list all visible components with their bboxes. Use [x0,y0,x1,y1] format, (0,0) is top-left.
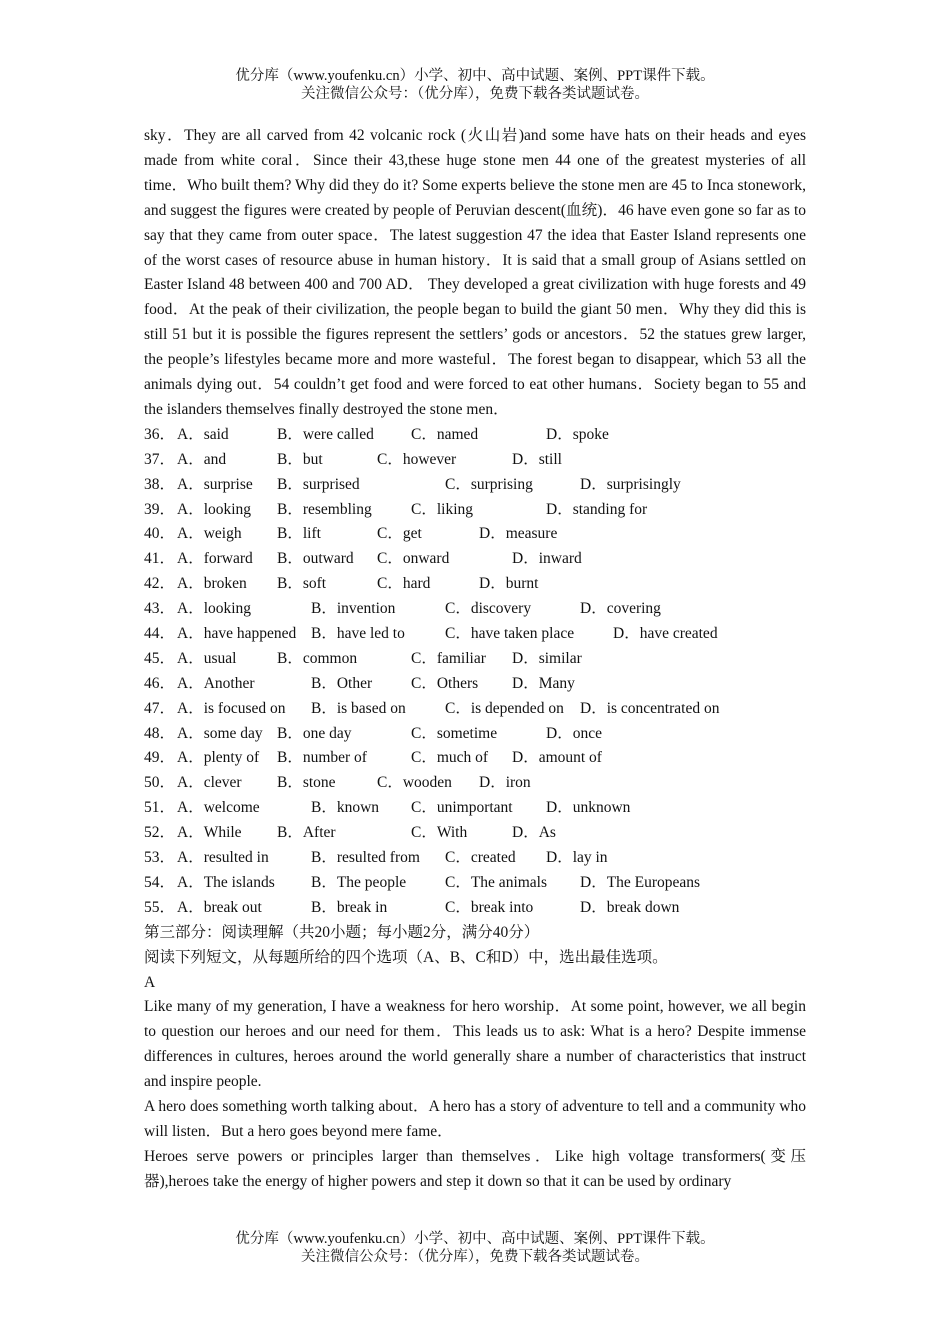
page-footer [0,1230,950,1266]
footer-line-1: 优分库（www.youfenku.cn）小学、初中、高中试题、案例、PPT课件下载。 [235,1231,715,1247]
question-number: 41． [144,550,176,568]
option-a: A．Another [177,674,255,692]
option-a: A．is focused on [177,699,286,717]
question-row [144,473,806,498]
header-line-2: 关注微信公众号：（优分库），免费下载各类试题试卷。 [301,86,649,102]
reading-paragraph-2: A hero does something worth talking about．A hero has a story of adventure to tell and a community who will listen．But a hero goes beyond mere fame． [144,1098,806,1140]
option-a: A．usual [177,649,237,667]
question-row [144,498,806,523]
question-row [144,871,806,896]
footer-line-2: 关注微信公众号：（优分库），免费下载各类试题试卷。 [301,1249,649,1265]
option-b: B．outward [277,550,354,568]
option-d: D．once [546,724,602,742]
question-number: 37． [144,450,176,468]
option-a: A．plenty of [177,749,260,767]
option-a: A．welcome [177,799,260,817]
option-b: B．invention [311,600,396,618]
option-d: D．lay in [546,849,608,867]
option-c: C．liking [411,500,474,518]
question-number: 39． [144,500,176,518]
question-number: 52． [144,824,176,842]
option-b: B．break in [311,898,388,916]
option-c: C．familiar [411,649,486,667]
question-row [144,771,806,796]
option-b: B．one day [277,724,352,742]
option-a: A．some day [177,724,263,742]
question-row [144,846,806,871]
option-b: B．is based on [311,699,406,717]
question-number: 36． [144,425,176,443]
page-header [0,67,950,103]
option-d: D．inward [512,550,582,568]
option-b: B．The people [311,873,407,891]
question-row [144,572,806,597]
question-row [144,722,806,747]
option-c: C．With [411,824,468,842]
header-line-1: 优分库（www.youfenku.cn）小学、初中、高中试题、案例、PPT课件下载。 [235,68,715,84]
option-b: B．lift [277,525,321,543]
option-c: C．however [377,450,457,468]
question-number: 42． [144,575,176,593]
option-d: D．surprisingly [580,475,681,493]
question-number: 40． [144,525,176,543]
question-number: 48． [144,724,176,742]
option-c: C．unimportant [411,799,513,817]
option-a: A．said [177,425,229,443]
option-d: D．break down [580,898,680,916]
option-d: D．unknown [546,799,631,817]
option-a: A．resulted in [177,849,269,867]
option-d: D．measure [479,525,558,543]
page-content [144,124,806,1195]
question-number: 45． [144,649,176,667]
question-number: 49． [144,749,176,767]
question-list [144,423,806,921]
option-a: A．broken [177,575,247,593]
option-b: B．soft [277,575,327,593]
option-c: C．have taken place [445,625,575,642]
option-c: C．hard [377,575,431,593]
option-b: B．number of [277,749,367,767]
question-number: 44． [144,625,176,642]
question-number: 53． [144,849,176,867]
question-row [144,522,806,547]
option-d: D．iron [479,774,531,792]
question-row [144,597,806,622]
option-d: D．amount of [512,749,602,767]
option-d: D．still [512,450,562,468]
reading-paragraph-3: Heroes serve powers or principles larger than themselves．Like high voltage transformers(变压器),heroes take the energy of higher powers and step it down so that it can be used by ordinary [144,1147,806,1190]
question-row [144,547,806,572]
question-number: 43． [144,600,176,618]
option-b: B．surprised [277,475,360,493]
cloze-passage: sky．They are all carved from 42 volcanic rock (火山岩)and some have hats on their heads and eyes made from white coral．Since their 43,these huge stone men 44 one of the greatest mysteries of all time．Who built them? Why did they do it? Some experts believe the stone men are 45 to Inca stonework, and suggest the figures were created by people of Peruvian descent(血统)．46 have even gone so far as to say that they came from outer space．The latest suggestion 47 the idea that Easter Island represents one of the worst cases of resource abuse in human history．It is said that a small group of Asians settled on Easter Island 48 between 400 and 700 AD． They developed a great civilization with huge forests and 49 food．At the peak of their civilization, the people began to build the giant 50 men．Why they did this is still 51 but it is possible the figures represent the settlers’ gods or ancestors．52 the statues grew larger, the people’s lifestyles became more and more wasteful．The forest began to disappear, which 53 all the animals dying out．54 couldn’t get food and were forced to eat other humans．Society began to 55 and the islanders themselves finally destroyed the stone men． [144,127,806,418]
option-c: C．break into [445,898,534,916]
section-instruction: 阅读下列短文，从每题所给的四个选项（A、B、C和D）中，选出最佳选项。 [144,948,668,966]
question-number: 55． [144,898,176,916]
option-c: C．named [411,425,479,443]
option-d: D．As [512,824,556,842]
option-d: D．is concentrated on [580,699,720,717]
question-number: 46． [144,674,176,692]
option-d: D．spoke [546,425,609,443]
option-b: B．stone [277,774,336,792]
option-a: A．and [177,450,227,468]
option-c: C．surprising [445,475,533,493]
option-c: C．much of [411,749,489,767]
question-number: 50． [144,774,176,792]
question-number: 51． [144,799,176,817]
option-c: C．created [445,849,516,867]
option-c: C．onward [377,550,450,568]
option-c: C．sometime [411,724,498,742]
option-b: B．have led to [311,625,405,642]
option-d: D．standing for [546,500,648,518]
option-b: B．resembling [277,500,372,518]
option-b: B．common [277,649,358,667]
option-c: C．The animals [445,873,548,891]
question-row [144,697,806,722]
option-a: A．clever [177,774,242,792]
question-number: 38． [144,475,176,493]
option-d: D．The Europeans [580,873,701,891]
option-a: A．surprise [177,475,253,493]
option-a: A．have happened [177,625,297,642]
option-b: B．Other [311,674,373,692]
option-c: C．get [377,525,422,543]
option-d: D．burnt [479,575,539,593]
option-a: A．looking [177,500,252,518]
question-row [144,746,806,771]
reading-paragraph-1: Like many of my generation, I have a weakness for hero worship．At some point, however, we all begin to question our heroes and our need for them．This leads us to ask: What is a hero? Despite immense differences in cultures, heroes around the world generally share a number of characteristics that instruct and inspire people. [144,998,806,1091]
option-a: A．looking [177,600,252,618]
question-row [144,796,806,821]
question-row [144,647,806,672]
option-a: A．While [177,824,242,842]
question-row [144,622,806,647]
question-row [144,821,806,846]
option-a: A．weigh [177,525,242,543]
option-a: A．break out [177,898,262,916]
option-c: C．wooden [377,774,452,792]
option-c: C．discovery [445,600,532,618]
question-row [144,423,806,448]
option-d: D．Many [512,674,575,692]
option-a: A．The islands [177,873,275,891]
question-row [144,896,806,921]
question-number: 47． [144,699,176,717]
question-row [144,448,806,473]
option-d: D．covering [580,600,661,618]
option-b: B．known [311,799,380,817]
option-c: C．Others [411,674,479,692]
option-a: A．forward [177,550,253,568]
section-title: 第三部分：阅读理解（共20小题；每小题2分，满分40分） [144,923,540,941]
option-b: B．but [277,450,323,468]
passage-label: A [144,973,156,991]
option-d: D．similar [512,649,582,667]
option-b: B．resulted from [311,849,420,867]
option-b: B．were called [277,425,374,443]
option-b: B．After [277,824,336,842]
option-c: C．is depended on [445,699,564,717]
question-number: 54． [144,873,176,891]
option-d: D．have created [613,625,718,642]
question-row [144,672,806,697]
